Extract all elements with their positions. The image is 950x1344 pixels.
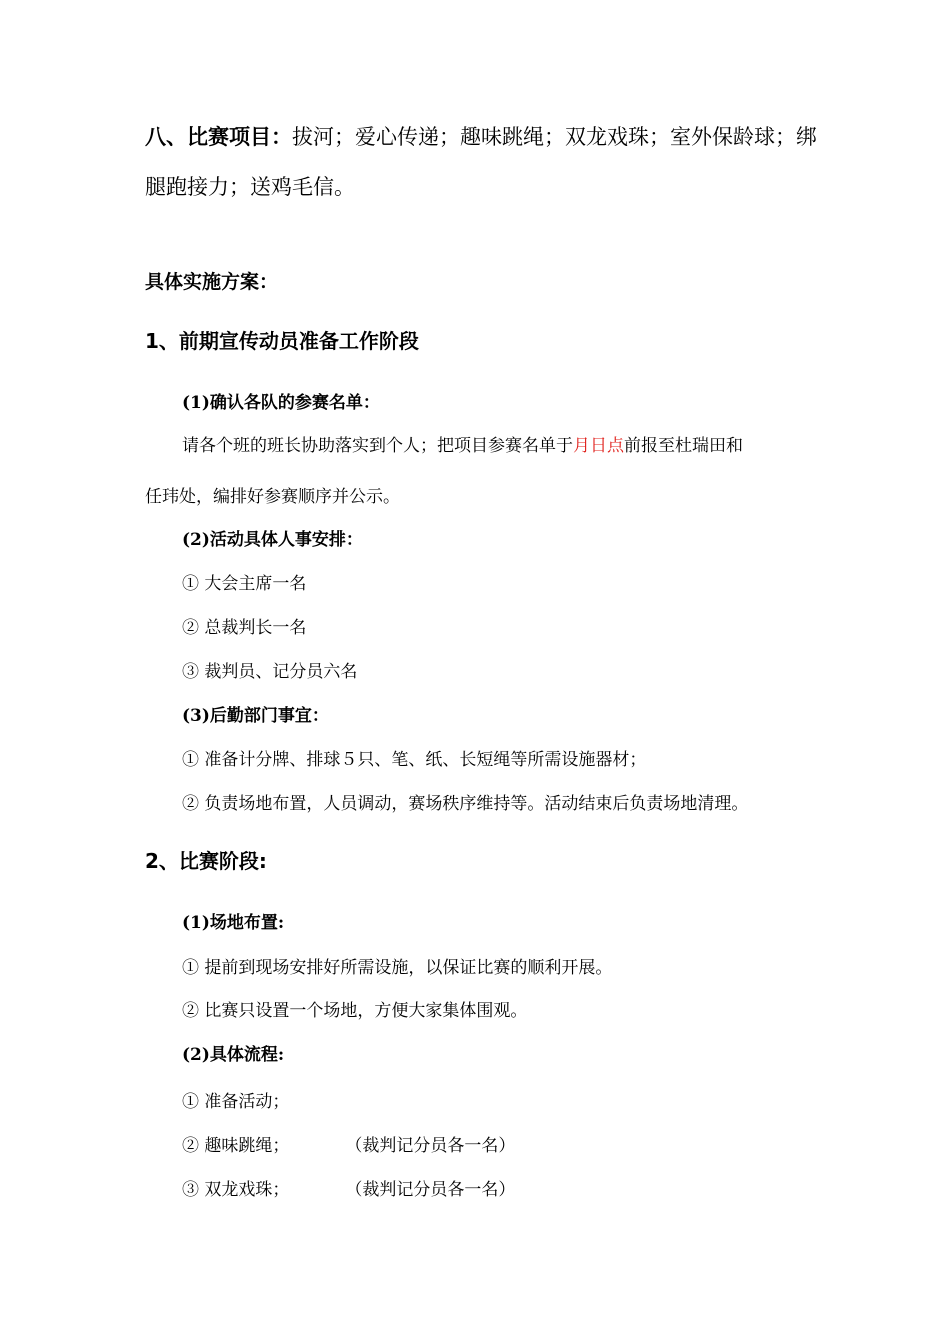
phase2-sub2-title: (2)具体流程: bbox=[182, 1045, 285, 1065]
phase2-sub1-title: (1)场地布置: bbox=[182, 913, 285, 933]
plan-title: 具体实施方案： bbox=[145, 271, 279, 293]
list-item: ③ 裁判员、记分员六名 bbox=[182, 662, 358, 682]
list-item: ② 比赛只设置一个场地，方便大家集体围观。 bbox=[182, 1001, 528, 1021]
phase1-sub3-title: (3)后勤部门事宜： bbox=[182, 706, 329, 726]
section8-items-line1: 拔河；爱心传递；趣味跳绳；双龙戏珠；室外保龄球；绑 bbox=[292, 125, 817, 149]
para-text-a: 请各个班的班长协助落实到个人；把项目参赛名单于 bbox=[182, 436, 573, 456]
list-item bbox=[182, 1138, 515, 1155]
flow-step-note: （裁判记分员各一名） bbox=[345, 1136, 516, 1156]
date-highlight: 月日点 bbox=[573, 436, 624, 456]
phase1-sub1-title: (1)确认各队的参赛名单： bbox=[182, 393, 380, 413]
flow-step-label: ① 准备活动； bbox=[182, 1092, 290, 1112]
list-item: ① 提前到现场安排好所需设施，以保证比赛的顺利开展。 bbox=[182, 958, 613, 978]
phase1-sub1-para-line1 bbox=[182, 438, 743, 455]
list-item bbox=[182, 1094, 289, 1111]
section8-heading: 八、比赛项目： bbox=[145, 124, 292, 149]
flow-step-label: ③ 双龙戏珠； bbox=[182, 1180, 290, 1200]
phase2-heading: 2、比赛阶段: bbox=[145, 849, 267, 873]
phase1-heading: 1、前期宣传动员准备工作阶段 bbox=[145, 329, 419, 353]
flow-step-label: ② 趣味跳绳； bbox=[182, 1136, 290, 1156]
phase1-sub1-para-line2: 任玮处，编排好参赛顺序并公示。 bbox=[145, 487, 400, 507]
list-item: ① 大会主席一名 bbox=[182, 574, 307, 594]
list-item: ② 负责场地布置，人员调动，赛场秩序维持等。活动结束后负责场地清理。 bbox=[182, 794, 749, 814]
para-text-b: 前报至杜瑞田和 bbox=[624, 436, 743, 456]
flow-step-note: （裁判记分员各一名） bbox=[345, 1180, 516, 1200]
section8-items-line2: 腿跑接力；送鸡毛信。 bbox=[145, 175, 355, 199]
phase1-sub2-title: (2)活动具体人事安排： bbox=[182, 530, 363, 550]
list-item: ① 准备计分牌、排球５只、笔、纸、长短绳等所需设施器材； bbox=[182, 750, 647, 770]
section8-line1 bbox=[145, 126, 817, 148]
list-item: ② 总裁判长一名 bbox=[182, 618, 307, 638]
list-item bbox=[182, 1182, 515, 1199]
